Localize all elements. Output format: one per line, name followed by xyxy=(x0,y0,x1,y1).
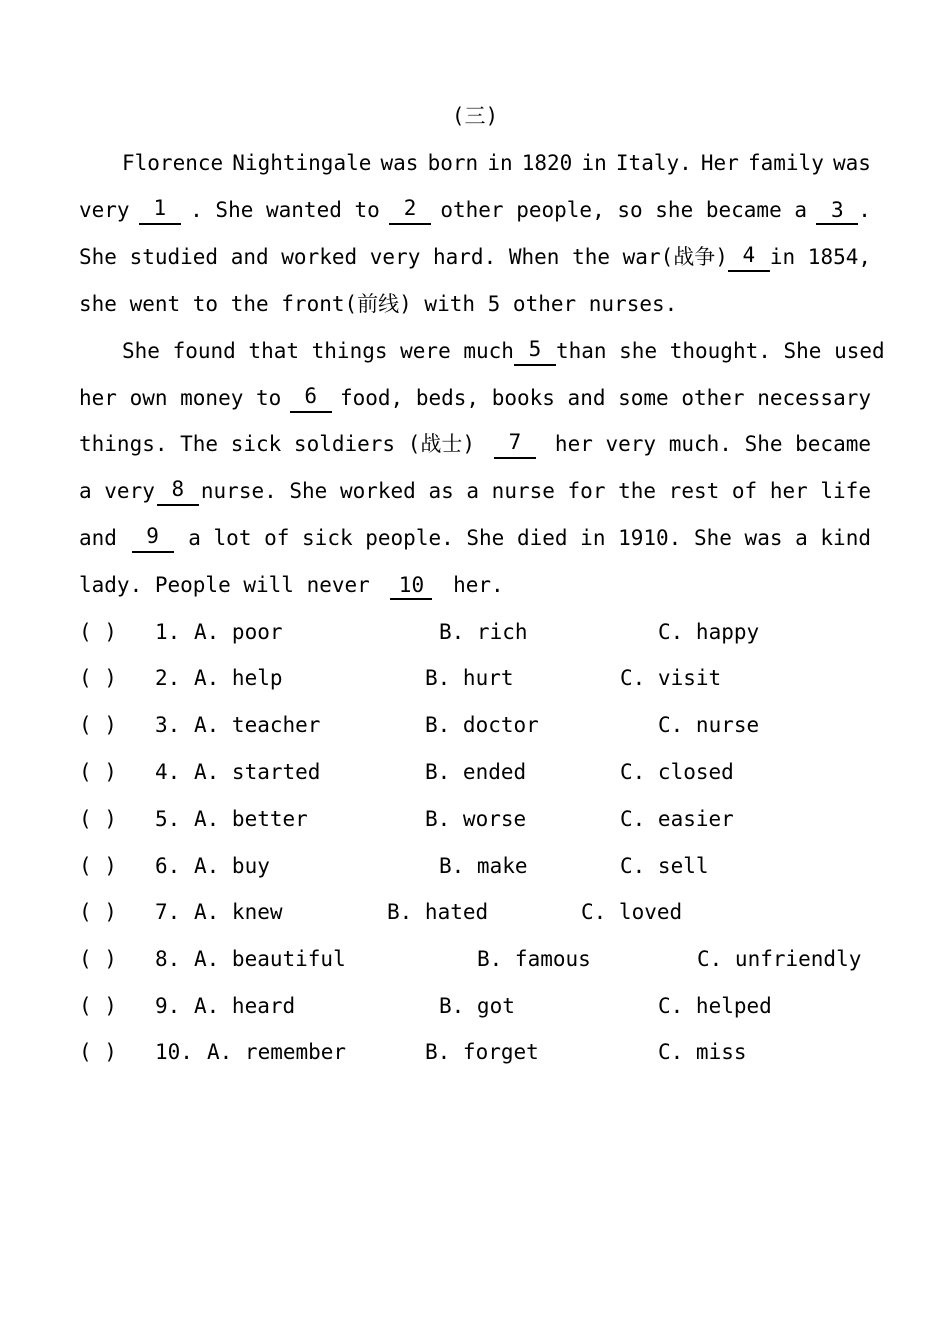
question-row: ( ) 1. A. poor B. rich C. happy xyxy=(79,617,879,647)
option-c: C. easier xyxy=(620,807,734,831)
option-b: B. forget xyxy=(425,1040,539,1064)
question-row: ( ) 10. A. remember B. forget C. miss xyxy=(79,1037,879,1067)
option-c: C. sell xyxy=(620,854,709,878)
answer-bracket[interactable]: ( ) xyxy=(79,994,117,1018)
blank-4: 4 xyxy=(728,242,770,272)
option-c: C. closed xyxy=(620,760,734,784)
blank-1: 1 xyxy=(139,195,181,225)
option-c: C. helped xyxy=(658,994,772,1018)
passage-line-4: she went to the front(前线) with 5 other nurses. xyxy=(79,292,678,316)
option-b: B. make xyxy=(439,854,528,878)
passage-line-1: Florence Nightingale was born in 1820 in Italy. Her family was xyxy=(122,151,871,175)
option-c: C. happy xyxy=(658,620,760,644)
passage-line-10: lady. People will never 10 her. xyxy=(79,570,871,600)
blank-7: 7 xyxy=(494,429,536,459)
passage-line-2: very 1 . She wanted to 2 other people, so she became a 3 . xyxy=(79,195,871,225)
option-b: B. rich xyxy=(439,620,528,644)
question-row: ( ) 4. A. started B. ended C. closed xyxy=(79,757,879,787)
option-c: C. nurse xyxy=(658,713,760,737)
option-a: A. help xyxy=(194,666,283,690)
option-b: B. ended xyxy=(425,760,527,784)
blank-9: 9 xyxy=(132,523,174,553)
answer-bracket[interactable]: ( ) xyxy=(79,900,117,924)
option-b: B. got xyxy=(439,994,515,1018)
passage-line-5: She found that things were much 5 than she thought. She used xyxy=(122,336,871,366)
option-b: B. famous xyxy=(477,947,591,971)
blank-8: 8 xyxy=(157,476,199,506)
passage-line-6: her own money to 6 food, beds, books and some other necessary xyxy=(79,383,871,413)
answer-bracket[interactable]: ( ) xyxy=(79,666,117,690)
option-a: A. poor xyxy=(194,620,283,644)
question-row: ( ) 3. A. teacher B. doctor C. nurse xyxy=(79,710,879,740)
question-row: ( ) 9. A. heard B. got C. helped xyxy=(79,991,879,1021)
answer-bracket[interactable]: ( ) xyxy=(79,620,117,644)
answer-bracket[interactable]: ( ) xyxy=(79,807,117,831)
answer-bracket[interactable]: ( ) xyxy=(79,854,117,878)
option-a: A. teacher xyxy=(194,713,321,737)
option-a: A. beautiful xyxy=(194,947,346,971)
option-c: C. miss xyxy=(658,1040,747,1064)
section-title: (三) xyxy=(451,104,499,128)
option-c: C. visit xyxy=(620,666,722,690)
passage-line-8: a very 8 nurse. She worked as a nurse for the rest of her life xyxy=(79,476,871,506)
option-a: A. better xyxy=(194,807,308,831)
question-row: ( ) 6. A. buy B. make C. sell xyxy=(79,851,879,881)
option-b: B. hurt xyxy=(425,666,514,690)
option-c: C. unfriendly xyxy=(697,947,862,971)
option-b: B. worse xyxy=(425,807,527,831)
answer-bracket[interactable]: ( ) xyxy=(79,713,117,737)
option-a: A. remember xyxy=(207,1040,347,1064)
question-row: ( ) 2. A. help B. hurt C. visit xyxy=(79,663,879,693)
question-row: ( ) 5. A. better B. worse C. easier xyxy=(79,804,879,834)
option-a: A. started xyxy=(194,760,321,784)
passage-line-3: She studied and worked very hard. When the war(战争) 4 in 1854, xyxy=(79,242,871,272)
blank-6: 6 xyxy=(290,383,332,413)
question-row: ( ) 7. A. knew B. hated C. loved xyxy=(79,897,879,927)
option-b: B. doctor xyxy=(425,713,539,737)
blank-10: 10 xyxy=(390,572,432,600)
option-a: A. knew xyxy=(194,900,283,924)
passage-line-7: things. The sick soldiers (战士) 7 her very much. She became xyxy=(79,429,871,459)
answer-bracket[interactable]: ( ) xyxy=(79,947,117,971)
answer-bracket[interactable]: ( ) xyxy=(79,1040,117,1064)
blank-2: 2 xyxy=(389,195,431,225)
blank-3: 3 xyxy=(816,197,858,225)
option-b: B. hated xyxy=(387,900,489,924)
question-row: ( ) 8. A. beautiful B. famous C. unfriendly xyxy=(79,944,879,974)
blank-5: 5 xyxy=(514,336,556,366)
passage-line-9: and 9 a lot of sick people. She died in 1910. She was a kind xyxy=(79,523,871,553)
option-a: A. heard xyxy=(194,994,296,1018)
answer-bracket[interactable]: ( ) xyxy=(79,760,117,784)
option-a: A. buy xyxy=(194,854,270,878)
option-c: C. loved xyxy=(581,900,683,924)
